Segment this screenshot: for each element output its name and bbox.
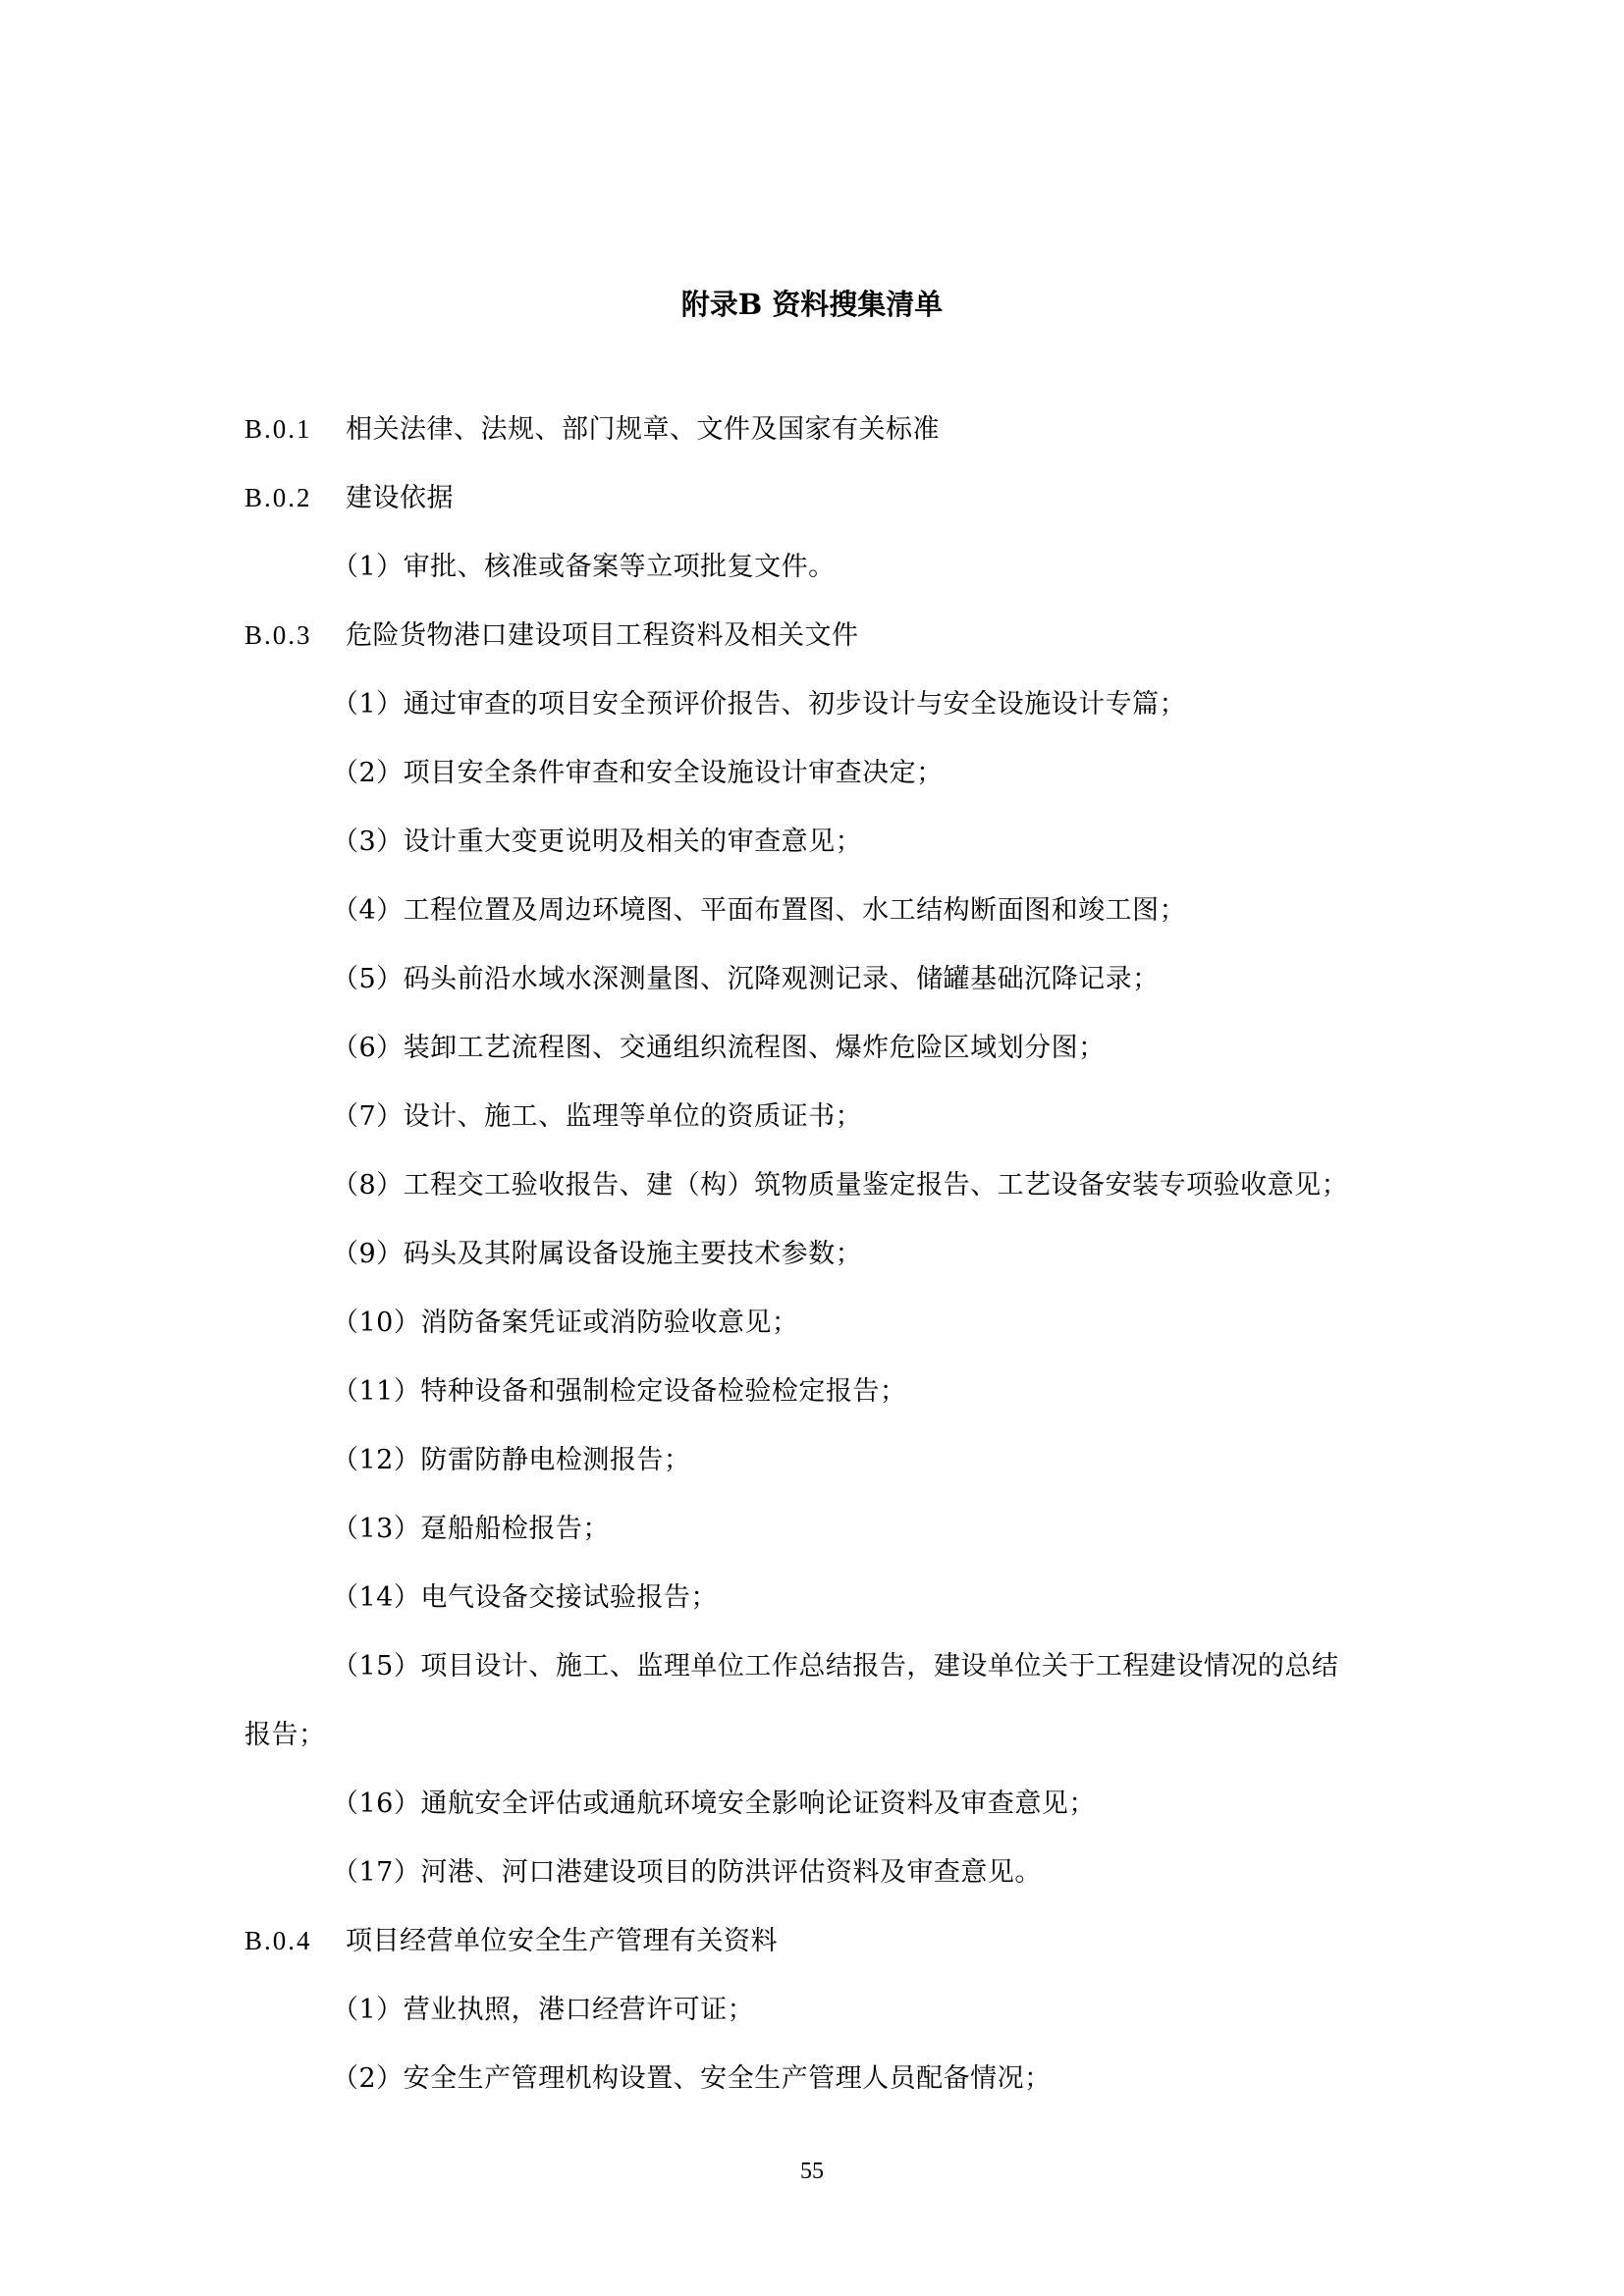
section-code: B.0.2 xyxy=(244,483,312,512)
list-item: （1）审批、核准或备案等立项批复文件。 xyxy=(332,552,836,582)
section-code: B.0.1 xyxy=(244,414,312,444)
section-b04 xyxy=(244,1928,778,1954)
list-item: （10）消防备案凭证或消防验收意见； xyxy=(332,1308,799,1338)
list-item: （2）安全生产管理机构设置、安全生产管理人员配备情况； xyxy=(332,2063,1052,2094)
list-item: （17）河港、河口港建设项目的防洪评估资料及审查意见。 xyxy=(332,1857,1042,1888)
list-item: （2）项目安全条件审查和安全设施设计审查决定； xyxy=(332,758,944,788)
section-heading: 危险货物港口建设项目工程资料及相关文件 xyxy=(346,620,859,651)
list-item: （5）码头前沿水域水深测量图、沉降观测记录、储罐基础沉降记录； xyxy=(332,964,1160,994)
page-title: 附录B 资料搜集清单 xyxy=(680,288,944,321)
list-item: （7）设计、施工、监理等单位的资质证书； xyxy=(332,1101,863,1132)
section-code: B.0.3 xyxy=(244,620,312,650)
list-item: （9）码头及其附属设备设施主要技术参数； xyxy=(332,1239,863,1269)
section-code: B.0.4 xyxy=(244,1926,312,1955)
list-item: （16）通航安全评估或通航环境安全影响论证资料及审查意见； xyxy=(332,1789,1096,1819)
list-item-continuation: 报告； xyxy=(244,1720,326,1750)
section-b01 xyxy=(244,416,940,443)
list-item: （6）装卸工艺流程图、交通组织流程图、爆炸危险区域划分图； xyxy=(332,1033,1106,1063)
list-item: （13）趸船船检报告； xyxy=(332,1514,610,1544)
list-item: （14）电气设备交接试验报告； xyxy=(332,1582,718,1613)
section-heading: 项目经营单位安全生产管理有关资料 xyxy=(346,1926,778,1956)
list-item: （15）项目设计、施工、监理单位工作总结报告，建设单位关于工程建设情况的总结 xyxy=(332,1651,1339,1682)
page-number: 55 xyxy=(800,2159,824,2184)
list-item: （1）通过审查的项目安全预评价报告、初步设计与安全设施设计专篇； xyxy=(332,689,1187,720)
section-b03 xyxy=(244,622,859,649)
list-item: （8）工程交工验收报告、建（构）筑物质量鉴定报告、工艺设备安装专项验收意见； xyxy=(332,1170,1349,1201)
list-item: （1）营业执照，港口经营许可证； xyxy=(332,1995,755,2025)
section-heading: 相关法律、法规、部门规章、文件及国家有关标准 xyxy=(346,414,940,445)
list-item: （3）设计重大变更说明及相关的审查意见； xyxy=(332,827,863,857)
section-b02 xyxy=(244,485,454,511)
list-item: （11）特种设备和强制检定设备检验检定报告； xyxy=(332,1376,907,1407)
list-item: （4）工程位置及周边环境图、平面布置图、水工结构断面图和竣工图； xyxy=(332,895,1187,926)
section-heading: 建设依据 xyxy=(346,483,454,513)
list-item: （12）防雷防静电检测报告； xyxy=(332,1445,691,1475)
